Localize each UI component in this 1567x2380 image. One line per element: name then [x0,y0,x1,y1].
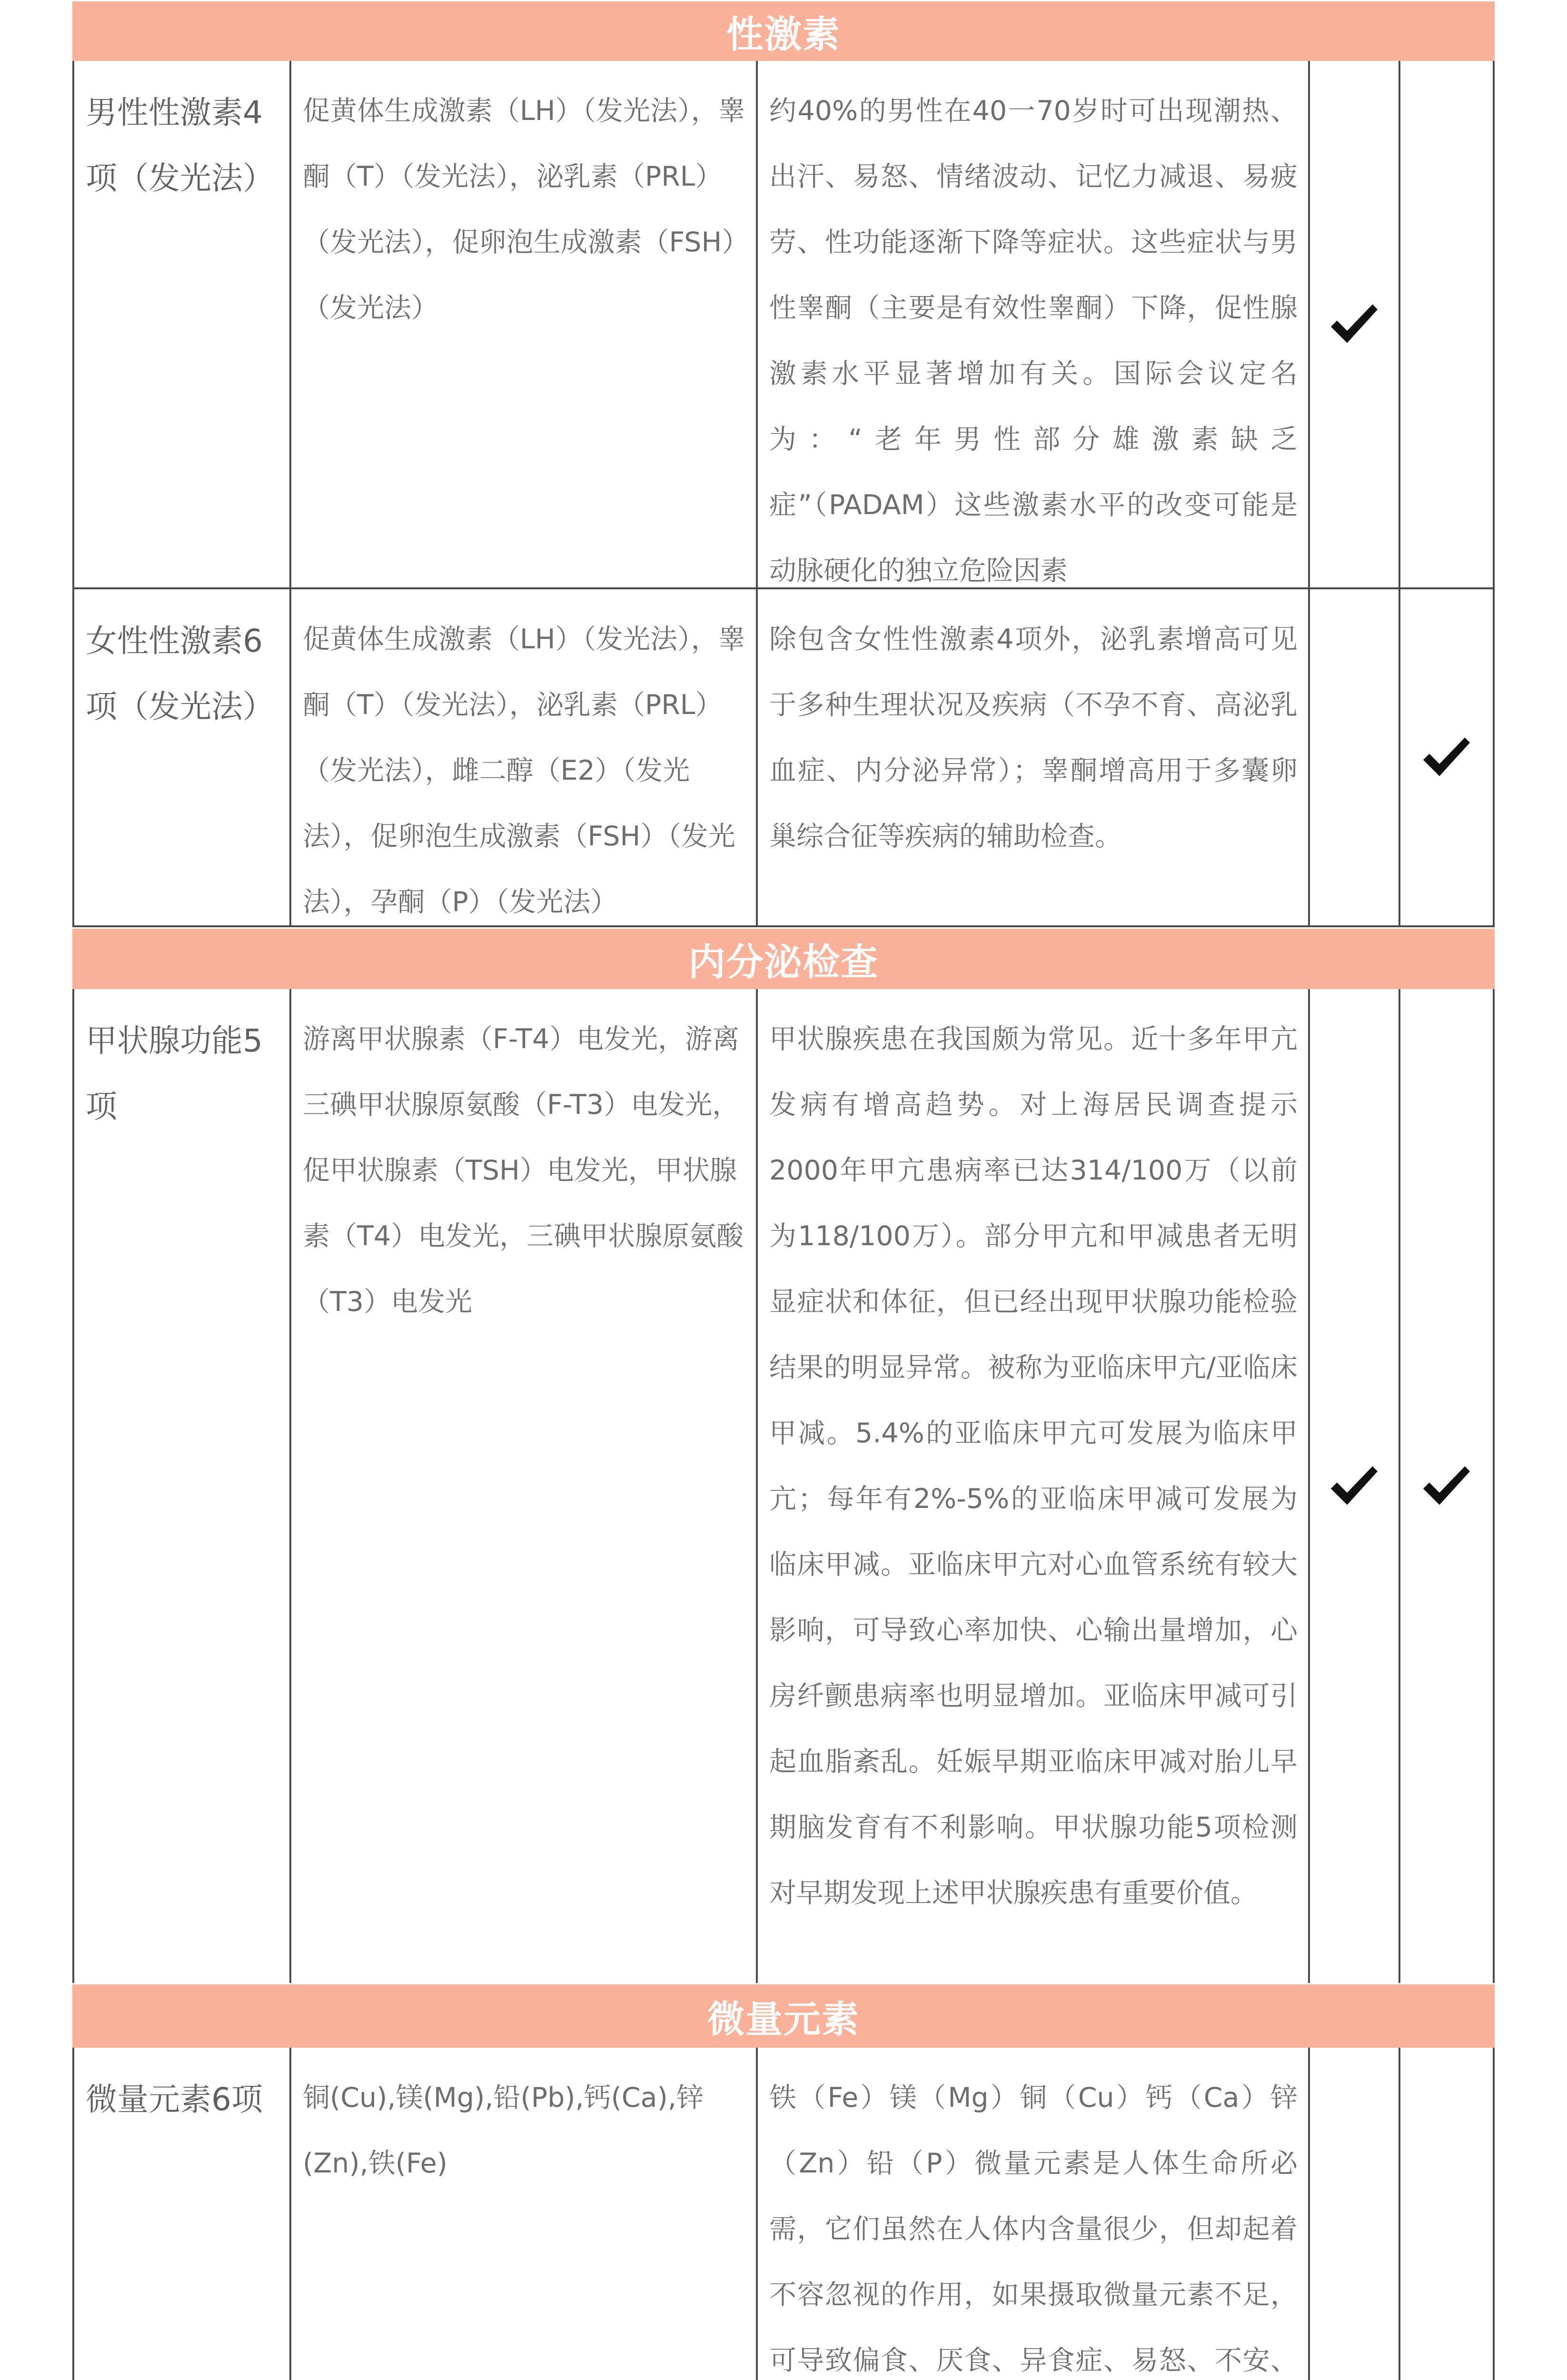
item-name: 男性性激素4项（发光法） [86,94,274,197]
item-name: 甲状腺功能5项 [86,1022,263,1125]
item-contents: 促黄体生成激素（LH）（发光法），睾酮（T）（发光法），泌乳素（PRL）（发光法），促卵泡生成激素（FSH）（发光法） [303,95,745,324]
item-contents-cell [291,2048,758,2380]
section-header-sex-hormone [72,0,1495,61]
item-contents-cell [291,61,758,587]
package-b-cell [1400,589,1495,925]
item-name: 女性性激素6项（发光法） [86,623,274,725]
item-name-cell [72,2048,291,2380]
item-contents-cell [291,989,758,1983]
package-a-cell [1310,989,1400,1983]
item-contents: 游离甲状腺素（F-T4）电发光，游离三碘甲状腺原氨酸（F-T3）电发光，促甲状腺素（TSH）电发光，甲状腺素（T4）电发光，三碘甲状腺原氨酸（T3）电发光 [303,1023,744,1318]
package-a-cell [1310,61,1400,587]
item-contents: 促黄体生成激素（LH）（发光法），睾酮（T）（发光法），泌乳素（PRL）（发光法），雌二醇（E2）（发光法），促卵泡生成激素（FSH）（发光法），孕酮（P）（发光法） [303,624,745,918]
item-contents: 铜(Cu),镁(Mg),铅(Pb),钙(Ca),锌(Zn),铁(Fe) [303,2082,704,2179]
item-description: 约40%的男性在40一70岁时可出现潮热、出汗、易怒、情绪波动、记忆力减退、易疲劳、性功能逐渐下降等症状。这些症状与男性睾酮（主要是有效性睾酮）下降，促性腺激素水平显著增加有关。国际会议定名为：“老年男性部分雄激素缺乏症”（PADAM）这些激素水平的改变可能是动脉硬化的独立危险因素 [769,95,1298,586]
table-row-trace-elements [72,2048,1495,2380]
item-description: 甲状腺疾患在我国颇为常见。近十多年甲亢发病有增高趋势。对上海居民调查提示2000年甲亢患病率已达314/100万（以前为118/100万）。部分甲亢和甲减患者无明显症状和体征，但已经出现甲状腺功能检验结果的明显异常。被称为亚临床甲亢/亚临床甲减。5.4%的亚临床甲亢可发展为临床甲亢；每年有2%-5%的亚临床甲减可发展为临床甲减。亚临床甲亢对心血管系统有较大影响，可导致心率加快、心输出量增加，心房纤颤患病率也明显增加。亚临床甲减可引起血脂紊乱。妊娠早期亚临床甲减对胎儿早期脑发育有不利影响。甲状腺功能5项检测对早期发现上述甲状腺疾患有重要价值。 [769,1023,1298,1909]
section-header-endocrine [72,927,1495,989]
section-title: 微量元素 [707,1998,860,2041]
item-name: 微量元素6项 [86,2081,263,2118]
item-description-cell [758,2048,1310,2380]
item-description-cell [758,989,1310,1983]
package-b-cell [1400,61,1495,587]
checkmark-icon [1310,61,1398,587]
checkmark-icon [1310,989,1398,1983]
package-a-cell [1310,2048,1400,2380]
table-row-female-hormone [72,589,1495,927]
item-contents-cell [291,589,758,925]
item-description: 铁（Fe）镁（Mg）铜（Cu）钙（Ca）锌（Zn）铅（P）微量元素是人体生命所必需，它们虽然在人体内含量很少，但却起着不容忽视的作用，如果摄取微量元素不足，可导致偏食、厌食、异食症、易怒、不安、 [769,2082,1298,2376]
checkmark-icon [1400,589,1493,925]
package-b-cell [1400,989,1495,1983]
checkmark-icon [1310,2291,1398,2380]
item-description-cell [758,61,1310,587]
section-header-trace-elements [72,1983,1495,2048]
item-name-cell [72,989,291,1983]
checkmark-icon [1400,2291,1493,2380]
item-description: 除包含女性性激素4项外，泌乳素增高可见于多种生理状况及疾病（不孕不育、高泌乳血症、内分泌异常）；睾酮增高用于多囊卵巢综合征等疾病的辅助检查。 [769,624,1298,852]
package-a-cell [1310,589,1400,925]
package-b-cell [1400,2048,1495,2380]
table-row-male-hormone [72,61,1495,589]
checkmark-icon [1400,989,1493,1983]
table-row-thyroid [72,989,1495,1983]
item-description-cell [758,589,1310,925]
section-title: 内分泌检查 [688,941,879,984]
item-name-cell [72,61,291,587]
section-title: 性激素 [726,13,841,56]
item-name-cell [72,589,291,925]
